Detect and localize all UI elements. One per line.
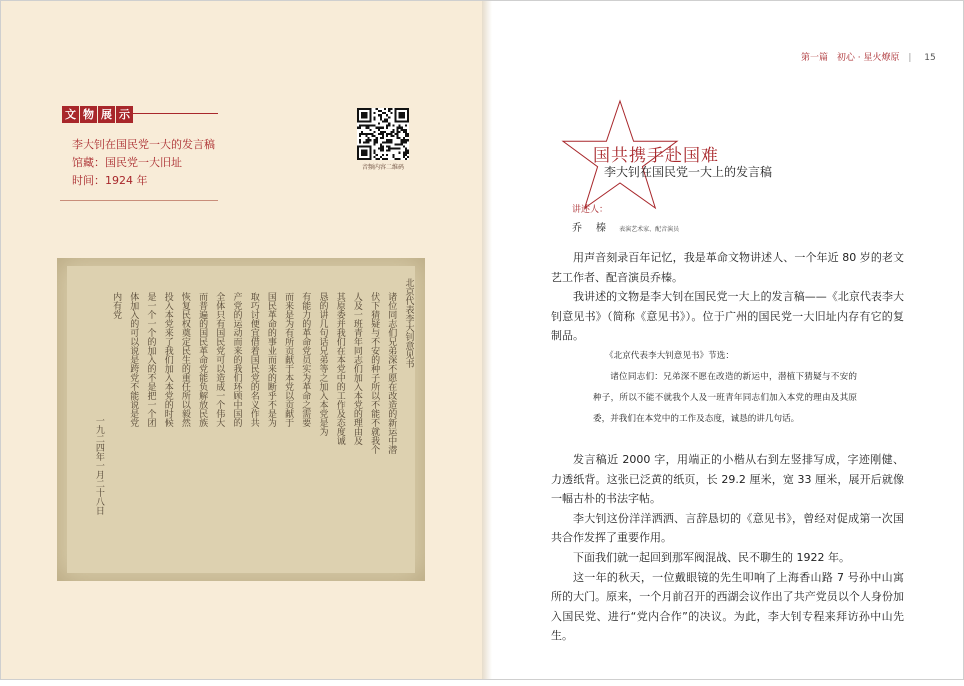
artifact-info [72, 136, 215, 190]
section-heading-char: 示 [116, 106, 133, 123]
artifact-time: 时间：1924 年 [72, 174, 148, 187]
intro-paragraph-1: 用声音刻录百年记忆，我是革命文物讲述人、一个年近 80 岁的老文艺工作者、配音演员乔榛。 [551, 251, 904, 284]
manuscript-column: 取巧讨便宜借着国民党的名义作共 [248, 292, 259, 427]
manuscript-column: 国民革命的事业而来的断乎不是为 [265, 292, 276, 427]
quote-title: 《北京代表李大钊意见书》节选： [605, 351, 734, 361]
main-paragraph-1: 发言稿近 2000 字，用端正的小楷从右到左竖排写成，字迹刚健、力透纸背。这张已泛黄的纸页，长 29.2 厘米，宽 33 厘米，展开后就像一幅古朴的书法字帖。 [551, 453, 904, 506]
chapter-subtitle: 李大钊在国民党一大上的发言稿 [604, 165, 773, 179]
qr-code-icon[interactable] [357, 108, 409, 160]
manuscript-paper [67, 266, 415, 573]
manuscript-column: 全体只有国民党可以造成一个伟大 [214, 292, 225, 427]
book-spine [482, 1, 492, 679]
manuscript-column: 有能力的革命党员实为革命之需要 [300, 292, 311, 427]
manuscript-column: 而来是为有所贡献于本党以贡献于 [283, 292, 294, 427]
manuscript-column: 是一个一个的加入的不是把一个团 [145, 292, 156, 427]
main-paragraph-2: 李大钊这份洋洋洒洒、言辞恳切的《意见书》，曾经对促成第一次国共合作发挥了重要作用。 [551, 511, 904, 545]
main-paragraph-4: 这一年的秋天，一位戴眼镜的先生叩响了上海香山路 7 号孙中山寓所的大门。原来，一个月前召开的西湖会议作出了共产党员以个人身份加入国民党、进行“党内合作”的决议。为此，李大钊专程来拜访孙中山先生。 [551, 570, 904, 643]
quote-block [593, 346, 857, 430]
section-heading-char: 文 [62, 106, 79, 123]
manuscript-image [57, 258, 425, 581]
narrator-label: 讲述人： [572, 205, 609, 215]
manuscript-column: 产党的运动而来的我们环顾中国的 [231, 292, 242, 427]
intro-paragraph-2: 我讲述的文物是李大钊在国民党一大上的发言稿——《北京代表李大钊意见书》（简称《意见书》）。位于广州的国民党一大旧址内存有它的复制品。 [551, 290, 904, 343]
manuscript-column: 伏下猜疑与不安的种子所以不能不就我个 [369, 292, 380, 454]
manuscript-column: 投入本党来了我们加入本党的时候 [162, 292, 173, 427]
narrator-role: 表演艺术家、配音演员 [619, 226, 680, 233]
qr-caption: 音频内容二维码 [361, 164, 404, 171]
section-heading-chars [62, 106, 134, 123]
manuscript-column: 诸位同志们兄弟深不愿在改造的新运中潜 [386, 292, 397, 454]
manuscript-column: 而普遍的国民革命党能负解放民族 [197, 292, 208, 427]
manuscript-column: 人及一班青年同志们加入本党的理由及 [351, 292, 362, 445]
manuscript-column: 内有党 [111, 292, 122, 319]
manuscript-column: 一九二四年一月二十八日 [93, 416, 104, 515]
artifact-name: 李大钊在国民党一大的发言稿 [72, 138, 215, 151]
manuscript-column: 恳的讲几句话兄弟等之加入本党是为 [317, 292, 328, 436]
section-heading-rule [133, 113, 218, 114]
intro-text [551, 248, 904, 346]
section-heading [62, 105, 134, 123]
main-paragraph-3: 下面我们就一起回到那军阀混战、民不聊生的 1922 年。 [573, 550, 850, 564]
running-head [801, 50, 936, 63]
narrator [572, 216, 679, 235]
manuscript-column: 北京代表李大钊意见书 [403, 278, 414, 368]
artifact-collection: 馆藏：国民党一大旧址 [72, 156, 182, 169]
page-number: 15 [924, 53, 936, 63]
quote-text: 诸位同志们：兄弟深不愿在改造的新运中，潜植下猜疑与不安的种子，所以不能不就我个人及一班青年同志们加入本党的理由及其原委，并我们在本党中的工作及态度，诚恳的讲几句话。 [593, 372, 857, 424]
main-text [551, 450, 904, 646]
qr-block[interactable] [357, 108, 409, 171]
running-head-divider: | [908, 53, 912, 63]
manuscript-column: 体加入的可以说是跨党不能说是党 [128, 292, 139, 427]
chapter-title: 国共携手赴国难 [593, 146, 719, 166]
running-head-title: 初心 · 星火燎原 [836, 53, 900, 63]
section-heading-char: 展 [98, 106, 115, 123]
running-head-part: 第一篇 [801, 53, 829, 63]
artifact-info-rule [60, 200, 218, 201]
manuscript-column: 其原委并我们在本党中的工作及态度诚 [334, 292, 345, 445]
section-heading-char: 物 [80, 106, 97, 123]
manuscript-column: 恢复民权奠定民生的重任所以毅然 [179, 292, 190, 427]
narrator-name: 乔 榛 [572, 223, 608, 234]
